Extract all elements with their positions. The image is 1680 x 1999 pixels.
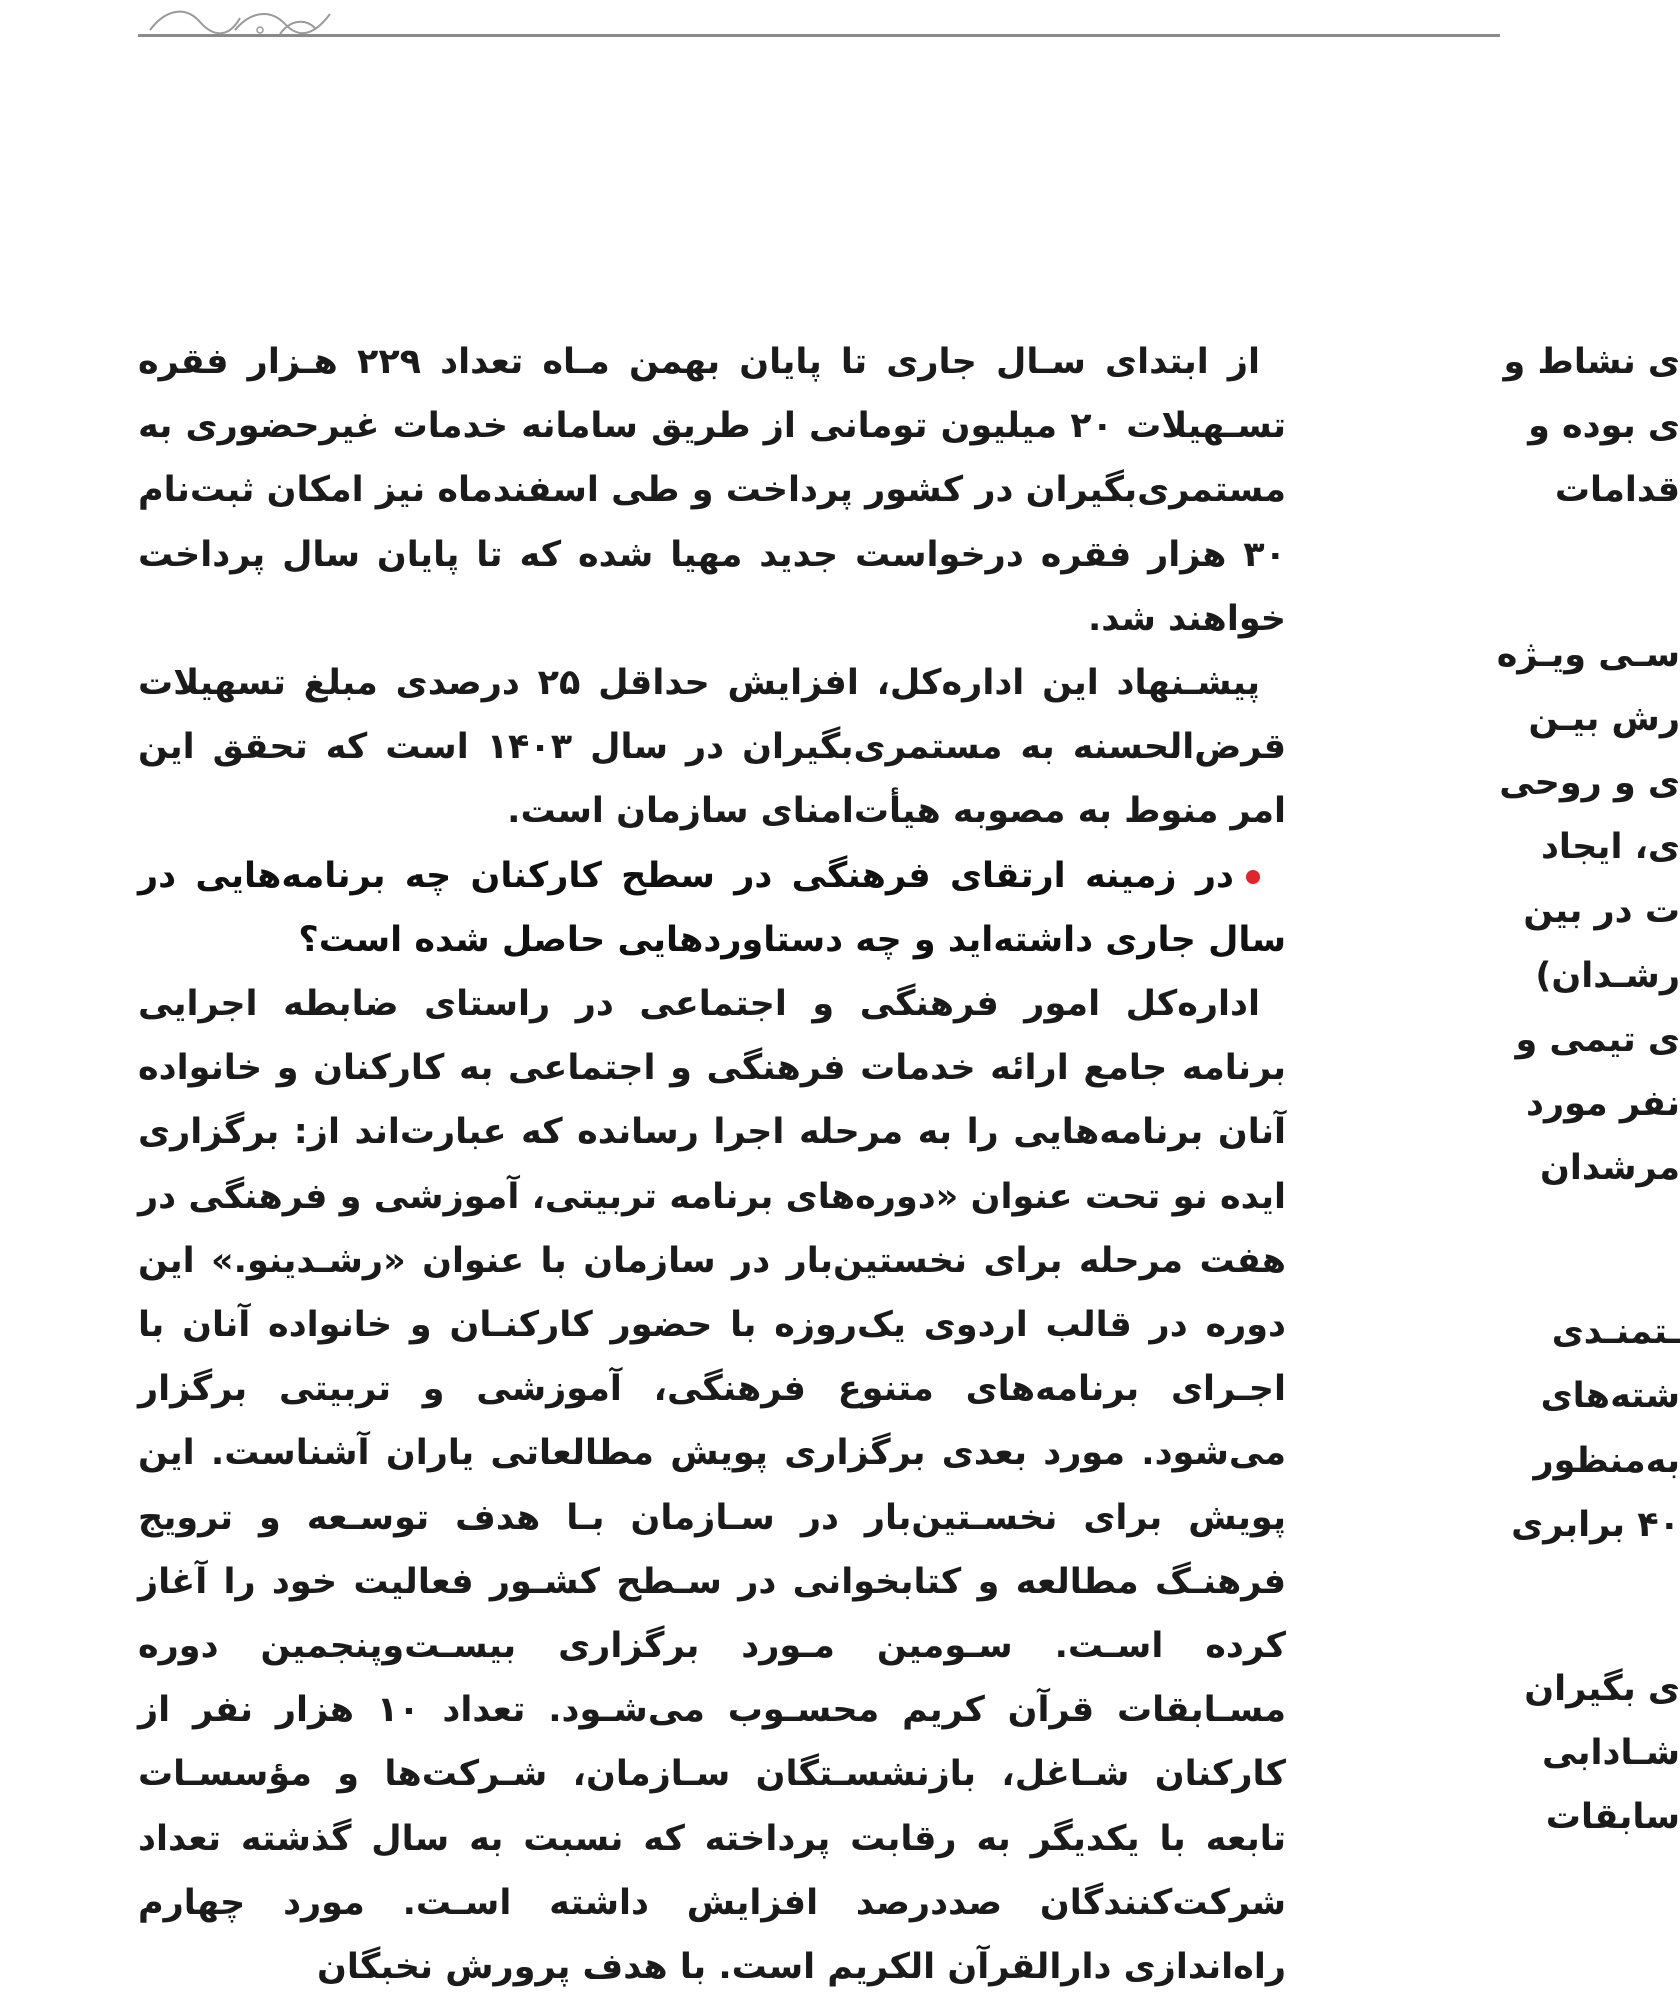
- paragraph-loans: از ابتدای سـال جاری تا پایان بهمن مـاه تعداد ۲۲۹ هـزار فقره تسـهیلات ۲۰ میلیون تومانی از طریق سامانه خدمات غیرحضوری به مستمری‌بگیران در کشور پرداخت و طی اسفندماه نیز امکان ثبت‌نام ۳۰ هزار فقره درخواست جدید مهیا شده که تا پایان سال پرداخت خواهند شد.: [138, 342, 1286, 639]
- side-line: شـادابی: [1541, 1733, 1680, 1774]
- side-line: به‌منظور: [1533, 1440, 1680, 1481]
- question-text: در زمینه ارتقای فرهنگی در سطح کارکنان چه برنامه‌هایی در سال جاری داشته‌اید و چه دستاوردهایی حاصل شده است؟: [138, 855, 1286, 960]
- side-line: ت در بین: [1523, 891, 1680, 932]
- side-line: مرشدان: [1540, 1148, 1680, 1189]
- calligraphy-logo-icon: [140, 0, 360, 38]
- bullet-icon: [1246, 870, 1260, 884]
- side-line: نفر مورد: [1525, 1083, 1680, 1124]
- side-line: ی نشاط و: [1503, 342, 1680, 382]
- side-line: ی و روحی: [1499, 762, 1680, 803]
- side-line: رشـدان): [1535, 955, 1680, 996]
- side-line: ی بگیران: [1524, 1669, 1680, 1709]
- side-line: ۴۰ برابری: [1511, 1504, 1680, 1545]
- side-line: ی بوده و: [1528, 406, 1680, 447]
- side-line: سابقات: [1545, 1797, 1680, 1838]
- side-line: ـتمنـدی: [1551, 1312, 1680, 1353]
- interview-question: [138, 844, 1286, 972]
- side-line: قدامات: [1554, 470, 1680, 511]
- paragraph-culture: اداره‌کل امور فرهنگی و اجتماعی در راستای ضابطه اجرایی برنامه جامع ارائه خدمات فرهنگی و اجتماعی به کارکنان و خانواده آنان برنامه‌هایی را به مرحله اجرا رسانده که عبارت‌اند از: برگزاری ایده نو تحت عنوان «دوره‌های برنامه تربیتی، آموزشی و فرهنگی در هفت مرحله برای نخستین‌بار در سازمان با عنوان «رشـدینو.» این دوره در قالب اردوی یک‌روزه با حضور کارکنـان و خانواده آنان با اجـرای برنامه‌های متنوع فرهنگی، آموزشی و تربیتی برگزار می‌شود. مورد بعدی برگزاری پویش مطالعاتی یاران آشناست. این پویش برای نخسـتین‌بار در سـازمان بـا هدف توسـعه و ترویج فرهنـگ مطالعه و کتابخوانی در سـطح کشـور فعالیت خود را آغاز کرده اسـت. سـومین مـورد برگزاری بیسـت‌وپنجمین دوره مسـابقات قرآن کریم محسـوب می‌شـود. تعداد ۱۰ هزار نفر از کارکنان شـاغل، بازنشسـتگان سـازمان، شـرکت‌ها و مؤسسـات تابعه با یکدیگر به رقابت پرداخته که نسبت به سال گذشته تعداد شرکت‌کنندگان صددرصد افزایش داشته اسـت. مورد چهارم راه‌اندازی دارالقرآن الکریم است. با هدف پرورش نخبگان: [138, 984, 1286, 1988]
- side-line: رش بیـن: [1528, 698, 1680, 739]
- side-column-cropped: [1380, 330, 1680, 1850]
- side-line: ی، ایجاد: [1540, 827, 1680, 868]
- side-line: ی تیمی و: [1515, 1019, 1680, 1060]
- main-article-column: [138, 330, 1286, 1999]
- paragraph-proposal: پیشـنهاد این اداره‌کل، افزایش حداقل ۲۵ درصدی مبلغ تسهیلات قرض‌الحسنه به مستمری‌بگیران در سال ۱۴۰۳ است که تحقق این امر منوط به مصوبه هیأت‌امنای سازمان است.: [138, 663, 1286, 832]
- side-line: شته‌های: [1540, 1376, 1680, 1417]
- side-line: سـی ویـژه: [1496, 634, 1680, 675]
